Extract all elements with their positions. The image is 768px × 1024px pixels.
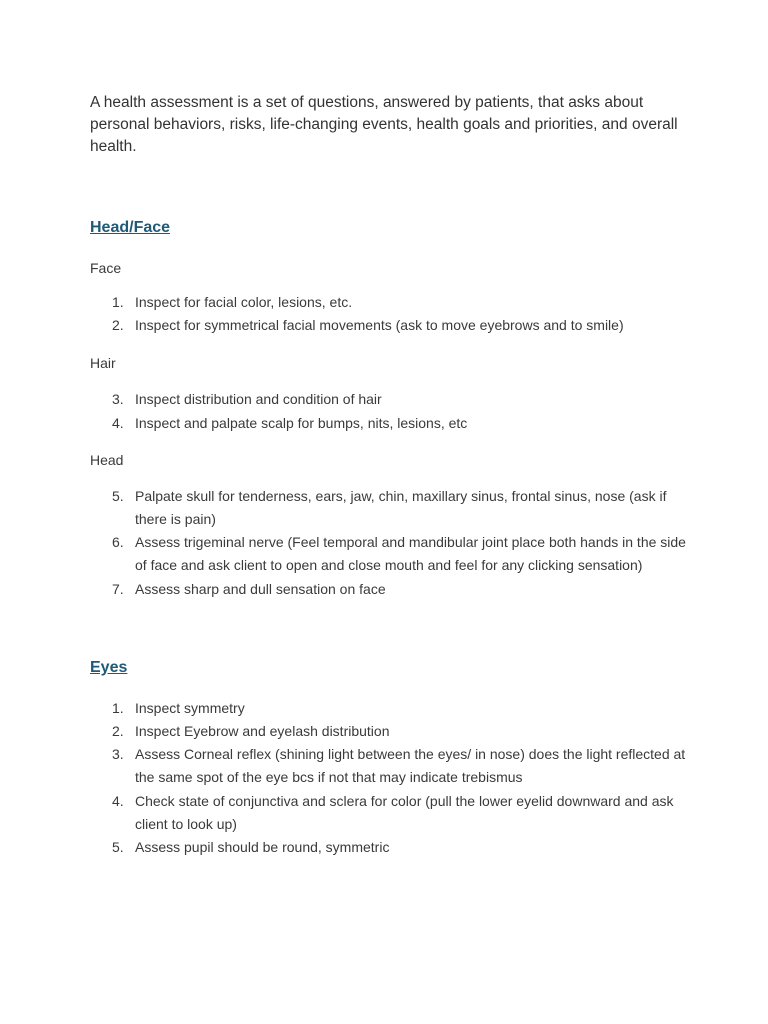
item-number: 2. [112, 723, 124, 740]
item-number: 2. [112, 317, 124, 334]
item-text: Palpate skull for tenderness, ears, jaw, chin, maxillary sinus, frontal sinus, nose (ask if there is pain) [135, 487, 667, 528]
item-number: 1. [112, 699, 124, 716]
item-text: Assess sharp and dull sensation on face [135, 580, 386, 597]
item-text: Inspect for symmetrical facial movements (ask to move eyebrows and to smile) [135, 317, 624, 334]
item-number: 5. [112, 487, 124, 504]
list-item [90, 836, 690, 859]
item-number: 3. [112, 391, 124, 408]
list-item [90, 720, 690, 743]
item-text: Inspect and palpate scalp for bumps, nits, lesions, etc [135, 414, 468, 431]
hair-checklist [90, 388, 690, 434]
item-number: 5. [112, 839, 124, 856]
item-text: Inspect Eyebrow and eyelash distribution [135, 723, 390, 740]
list-item [90, 412, 690, 435]
list-item [90, 578, 690, 601]
item-number: 6. [112, 534, 124, 551]
item-text: Inspect symmetry [135, 699, 245, 716]
eyes-checklist [90, 697, 690, 859]
section-heading-eyes: Eyes [90, 658, 128, 676]
item-number: 1. [112, 294, 124, 310]
list-item [90, 388, 690, 411]
item-number: 7. [112, 580, 124, 597]
list-item [90, 314, 690, 337]
list-item [90, 485, 690, 531]
item-text: Assess trigeminal nerve (Feel temporal and mandibular joint place both hands in the side of face and ask client to open and close mouth and feel for any clicking sensation) [135, 534, 686, 574]
list-item [90, 743, 690, 789]
list-item [90, 531, 690, 577]
item-text: Assess pupil should be round, symmetric [135, 839, 390, 856]
head-checklist [90, 485, 690, 601]
subsection-label-hair: Hair [90, 355, 116, 372]
document-page [90, 92, 690, 859]
list-item [90, 790, 690, 836]
section-heading-head-face: Head/Face [90, 219, 171, 236]
list-item [90, 291, 690, 314]
subsection-label-face: Face [90, 260, 122, 276]
item-number: 4. [112, 792, 124, 809]
list-item [90, 697, 690, 720]
item-text: Inspect distribution and condition of hair [135, 391, 382, 408]
subsection-label-head: Head [90, 451, 124, 468]
item-text: Inspect for facial color, lesions, etc. [135, 294, 353, 310]
item-text: Assess Corneal reflex (shining light between the eyes/ in nose) does the light reflected at the same spot of the eye bcs if not that may indicate trebismus [135, 746, 686, 786]
intro-paragraph: A health assessment is a set of questions, answered by patients, that asks about personal behaviors, risks, life-changing events, health goals and priorities, and overall health. [90, 94, 678, 155]
item-number: 4. [112, 414, 124, 431]
face-checklist [90, 291, 690, 337]
item-number: 3. [112, 746, 124, 763]
item-text: Check state of conjunctiva and sclera for color (pull the lower eyelid downward and ask client to look up) [135, 792, 674, 832]
